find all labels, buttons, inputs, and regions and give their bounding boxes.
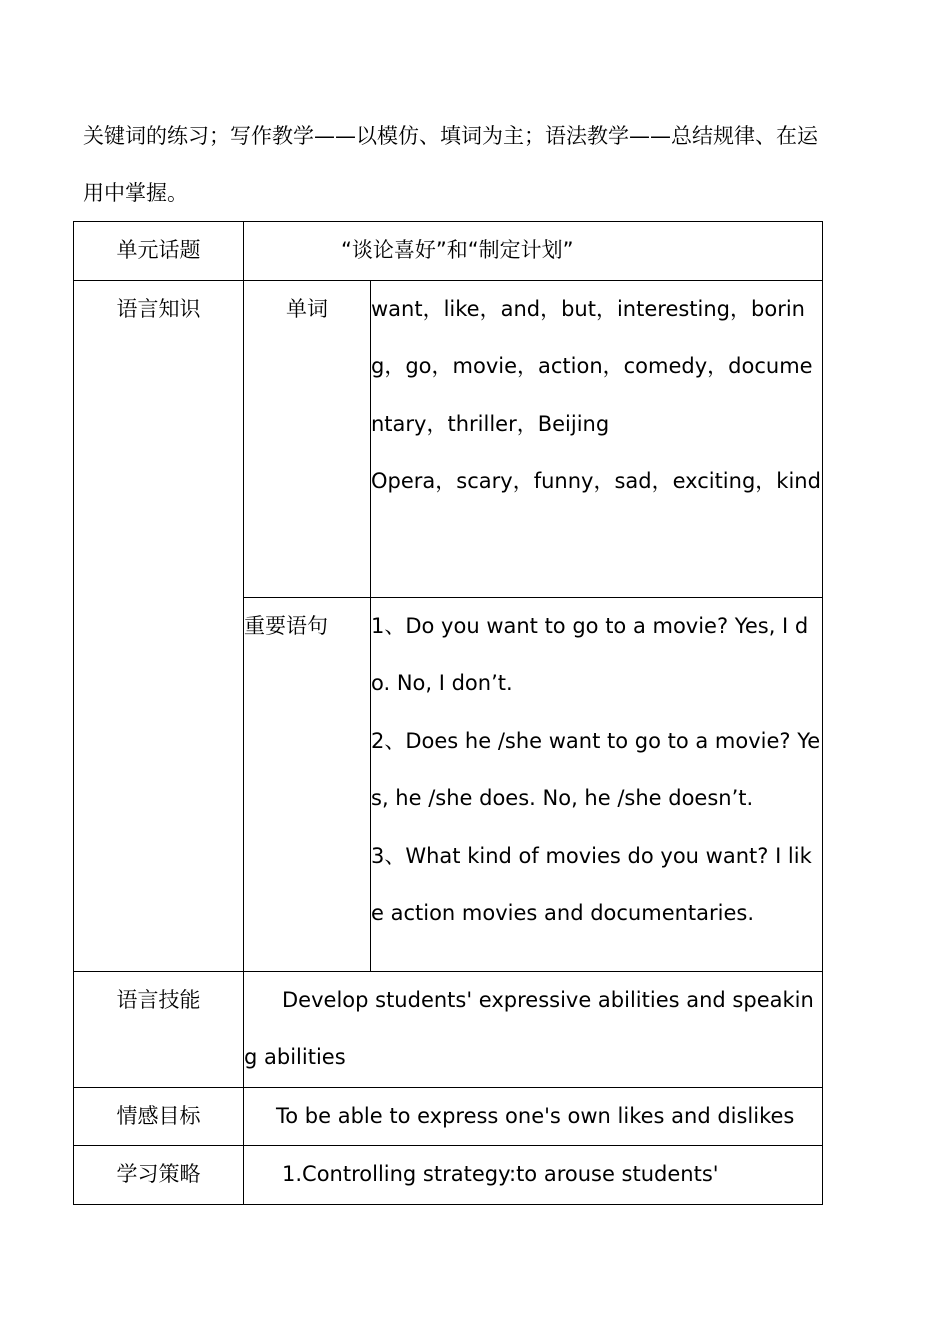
- sentence-1: 1、Do you want to go to a movie? Yes, I do. No, I don’t.: [371, 613, 809, 695]
- row-strategy: [74, 1146, 823, 1205]
- topic-value: “谈论喜好”和“制定计划”: [341, 238, 574, 262]
- sentence-3: 3、What kind of movies do you want? I like action movies and documentaries.: [371, 843, 812, 925]
- skills-label: 语言技能: [116, 987, 201, 1012]
- strategy-value-cell: [244, 1146, 823, 1205]
- words-label-cell: [244, 280, 371, 597]
- emotion-label-cell: [74, 1087, 244, 1146]
- words-paragraph-2: Opera，scary，funny，sad，exciting，kind: [371, 469, 821, 493]
- row-words: [74, 280, 823, 597]
- strategy-label-cell: [74, 1146, 244, 1205]
- topic-label-cell: [74, 222, 244, 281]
- row-skills: [74, 971, 823, 1087]
- strategy-value: 1.Controlling strategy:to arouse students': [282, 1162, 719, 1186]
- knowledge-label: 语言知识: [116, 296, 201, 321]
- emotion-label: 情感目标: [116, 1103, 201, 1128]
- skills-value: Develop students' expressive abilities and speaking abilities: [244, 987, 814, 1069]
- words-paragraph-1: want，like，and，but，interesting，boring，go，movie，action，comedy，documentary，thriller，Beijing: [371, 296, 813, 436]
- emotion-value-cell: [244, 1087, 823, 1146]
- sentences-content-cell: [371, 597, 823, 971]
- sentences-label-cell: [244, 597, 371, 971]
- skills-value-cell: [244, 971, 823, 1087]
- skills-label-cell: [74, 971, 244, 1087]
- topic-value-cell: [244, 222, 823, 281]
- row-emotion: [74, 1087, 823, 1146]
- lesson-plan-table: [73, 221, 823, 1205]
- knowledge-label-cell: [74, 280, 244, 971]
- sentences-label: 重要语句: [244, 613, 328, 638]
- words-content-cell: [371, 280, 823, 597]
- intro-line-1: 关键词的练习；写作教学——以模仿、填词为主；语法教学——总结规律、在运: [83, 124, 818, 148]
- topic-label: 单元话题: [116, 238, 201, 262]
- strategy-label: 学习策略: [116, 1162, 201, 1186]
- words-label: 单词: [286, 296, 328, 321]
- sentence-2: 2、Does he /she want to go to a movie? Yes, he /she does. No, he /she doesn’t.: [371, 728, 821, 810]
- row-topic: [74, 222, 823, 281]
- emotion-value: To be able to express one's own likes and dislikes: [276, 1103, 795, 1128]
- intro-line-2: 用中掌握。: [83, 181, 188, 205]
